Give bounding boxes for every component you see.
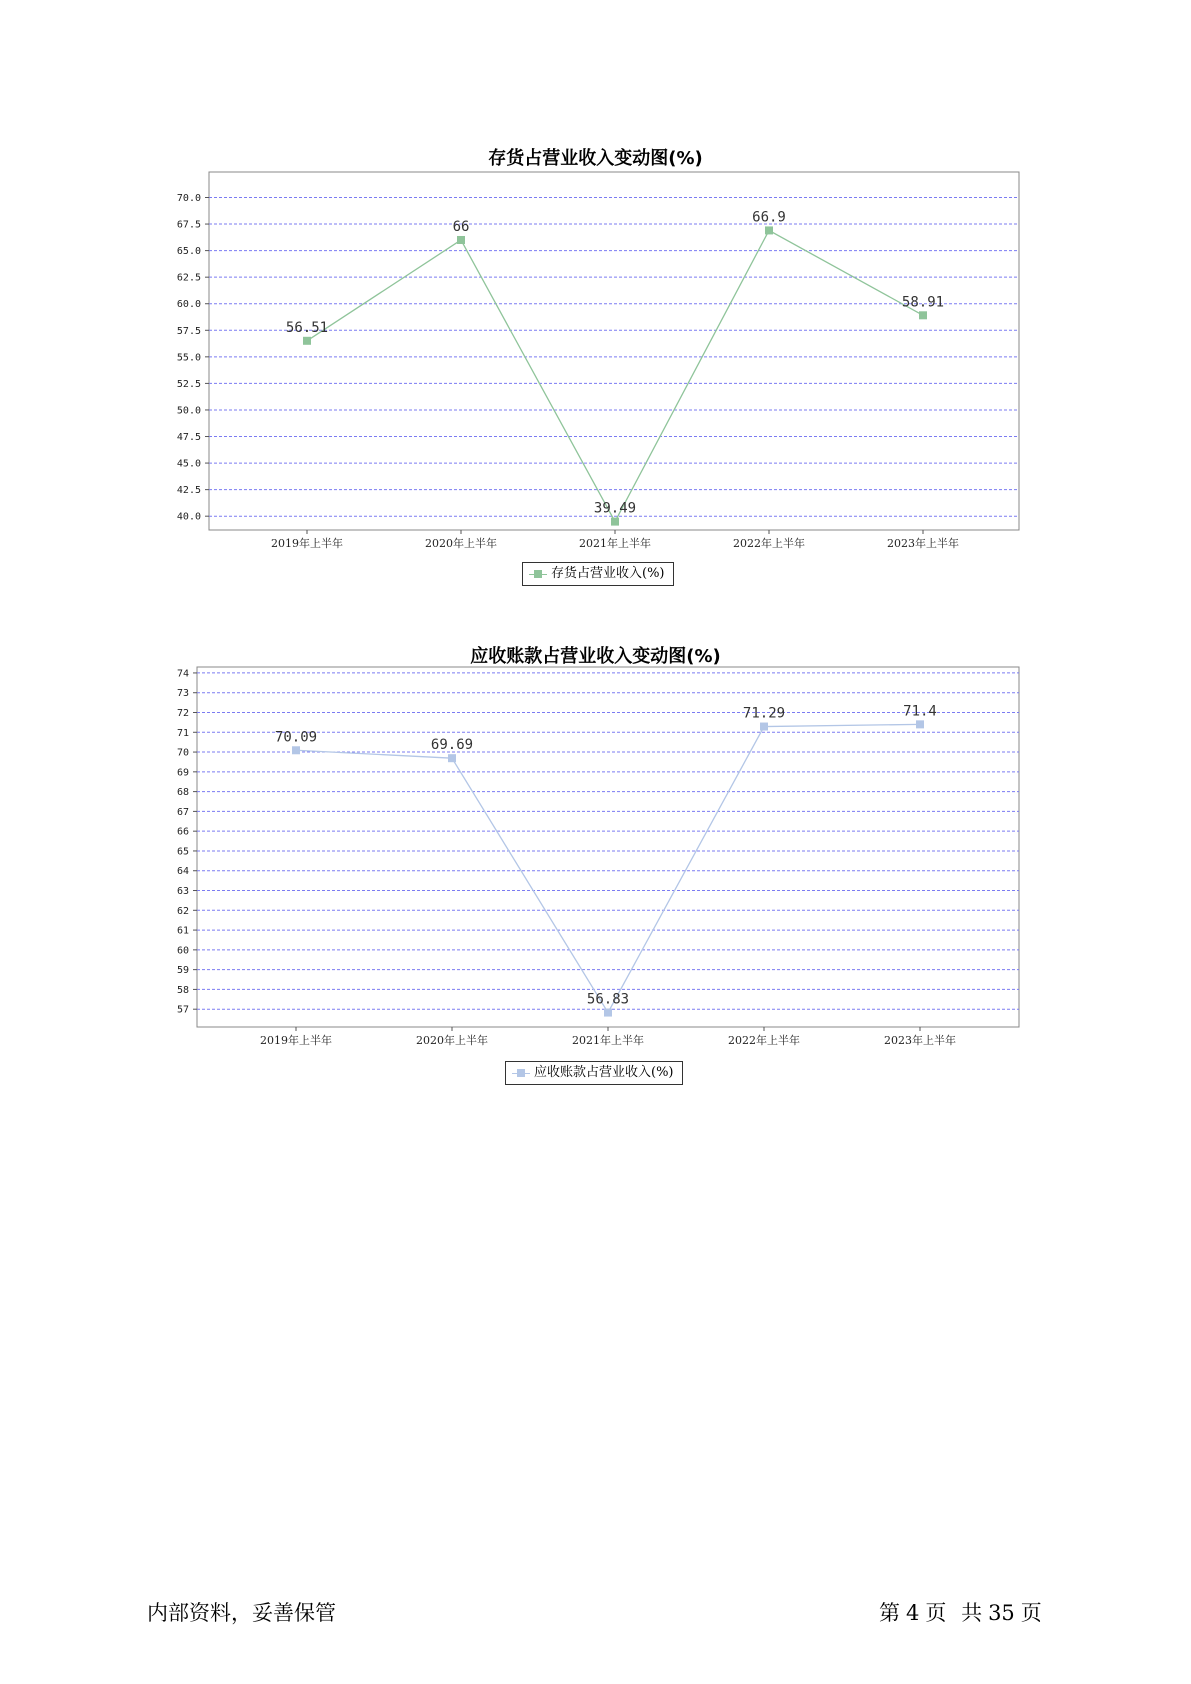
data-label: 39.49 [593, 500, 637, 517]
x-tick-label: 2022年上半年 [733, 537, 805, 550]
y-tick-label: 47.5 [176, 432, 201, 444]
data-point [292, 746, 300, 754]
x-tick-label: 2021年上半年 [572, 1034, 644, 1047]
y-tick-label: 50.0 [176, 405, 201, 417]
page-label: 共 [961, 1601, 983, 1625]
y-tick-label: 73 [176, 688, 189, 700]
x-tick-label: 2021年上半年 [579, 537, 651, 550]
x-tick-label: 2019年上半年 [260, 1034, 332, 1047]
legend-square-marker-icon [512, 1067, 530, 1079]
data-point [448, 754, 456, 762]
x-tick-label: 2023年上半年 [884, 1034, 956, 1047]
y-tick-label: 60.0 [176, 299, 201, 311]
y-tick-label: 52.5 [176, 378, 201, 390]
y-tick-label: 40.0 [176, 511, 201, 523]
x-tick-label: 2020年上半年 [425, 537, 497, 550]
chart-1-legend-label: 存货占营业收入(%) [551, 566, 665, 581]
y-tick-label: 57.5 [176, 325, 201, 337]
y-tick-label: 55.0 [176, 352, 201, 364]
y-tick-label: 71 [176, 727, 189, 739]
y-tick-label: 62 [176, 905, 189, 917]
y-tick-label: 58 [176, 984, 189, 996]
x-tick-label: 2019年上半年 [271, 537, 343, 550]
chart-2-legend [505, 1061, 683, 1085]
page-label: 页 [1020, 1601, 1042, 1625]
page-total: 35 [988, 1601, 1015, 1625]
data-label: 56.83 [586, 991, 630, 1008]
y-tick-label: 57 [176, 1004, 189, 1016]
y-tick-label: 64 [176, 866, 189, 878]
y-tick-label: 42.5 [176, 485, 201, 497]
data-label: 71.4 [903, 703, 937, 720]
y-tick-label: 66 [176, 826, 189, 838]
page-label: 页 [925, 1601, 947, 1625]
y-tick-label: 59 [176, 965, 189, 977]
y-tick-label: 67 [176, 806, 189, 818]
confidential-note: 内部资料，妥善保管 [147, 1601, 336, 1625]
chart-2-title: 应收账款占营业收入变动图(%) [470, 646, 721, 667]
x-tick-label: 2022年上半年 [728, 1034, 800, 1047]
y-tick-label: 62.5 [176, 272, 201, 284]
y-tick-label: 72 [176, 707, 189, 719]
data-label: 66.9 [752, 209, 786, 226]
x-tick-label: 2023年上半年 [887, 537, 959, 550]
y-tick-label: 67.5 [176, 219, 201, 231]
y-tick-label: 61 [176, 925, 189, 937]
page-current: 4 [906, 1601, 920, 1625]
y-tick-label: 65.0 [176, 246, 201, 258]
data-label: 66 [452, 218, 470, 235]
data-point [916, 720, 924, 728]
y-tick-label: 63 [176, 886, 189, 898]
data-point [604, 1009, 612, 1017]
y-tick-label: 65 [176, 846, 189, 858]
y-tick-label: 68 [176, 787, 189, 799]
y-tick-label: 70 [176, 747, 189, 759]
page-label: 第 [879, 1601, 900, 1625]
data-point [760, 723, 768, 731]
y-tick-label: 45.0 [176, 458, 201, 470]
plot-area [197, 667, 1019, 1027]
page-number [879, 1597, 1048, 1627]
x-tick-label: 2020年上半年 [416, 1034, 488, 1047]
y-tick-label: 60 [176, 945, 189, 957]
chart-2-legend-label: 应收账款占营业收入(%) [534, 1065, 674, 1080]
data-label: 69.69 [430, 737, 474, 754]
data-label: 58.91 [901, 294, 945, 311]
data-label: 56.51 [285, 319, 329, 336]
y-tick-label: 70.0 [176, 192, 201, 204]
data-label: 70.09 [274, 729, 318, 746]
chart-1-title: 存货占营业收入变动图(%) [488, 148, 703, 169]
y-tick-label: 69 [176, 767, 189, 779]
y-tick-label: 74 [176, 668, 189, 680]
data-label: 71.29 [742, 705, 786, 722]
